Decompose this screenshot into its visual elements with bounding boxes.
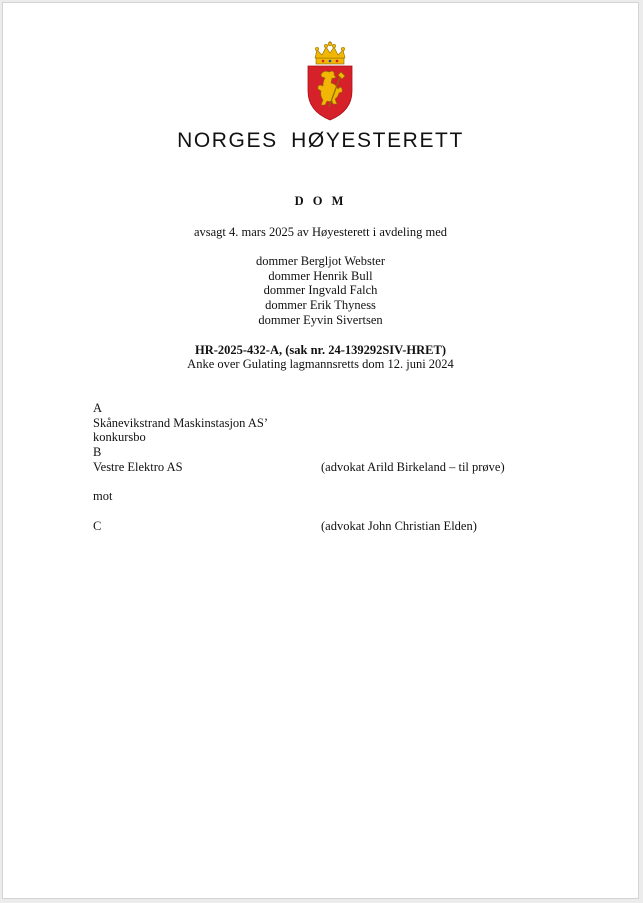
judge-name: dommer Bergljot Webster [255, 254, 386, 268]
party-b-name: Vestre Elektro AS [93, 459, 183, 474]
spacer [93, 474, 613, 489]
party-a-name-line2: konkursbo [93, 430, 146, 445]
document-type-heading: D O M [294, 194, 347, 208]
norwegian-lion-coat-of-arms-icon [305, 41, 355, 121]
party-c-row [93, 519, 613, 534]
parties-section [93, 401, 613, 533]
party-b-label: B [93, 445, 102, 460]
party-a-label: A [93, 401, 103, 415]
spacer [93, 504, 613, 519]
party-b-row [93, 460, 613, 475]
judges-list [3, 254, 638, 328]
judge-name: dommer Erik Thyness [265, 298, 376, 313]
versus-label: mot [93, 489, 113, 504]
party-c-counsel: (advokat John Christian Elden) [321, 518, 477, 533]
appeal-text: Anke over Gulating lagmannsretts dom 12. juni 2024 [187, 357, 454, 371]
party-c-label: C [93, 518, 102, 533]
document-page [2, 2, 639, 899]
party-b-counsel: (advokat Arild Birkeland – til prøve) [321, 459, 505, 474]
case-number: HR-2025-432-A, (sak nr. 24-139292SIV-HRET) [194, 343, 447, 357]
party-a-name-line1: Skånevikstrand Maskinstasjon AS’ [93, 415, 268, 430]
delivered-statement: avsagt 4. mars 2025 av Høyesterett i avdeling med [193, 225, 448, 239]
court-name: NORGES HØYESTERETT [177, 129, 464, 152]
judge-name: dommer Eyvin Sivertsen [258, 312, 383, 327]
judge-name: dommer Henrik Bull [268, 268, 373, 283]
judge-name: dommer Ingvald Falch [263, 283, 378, 298]
